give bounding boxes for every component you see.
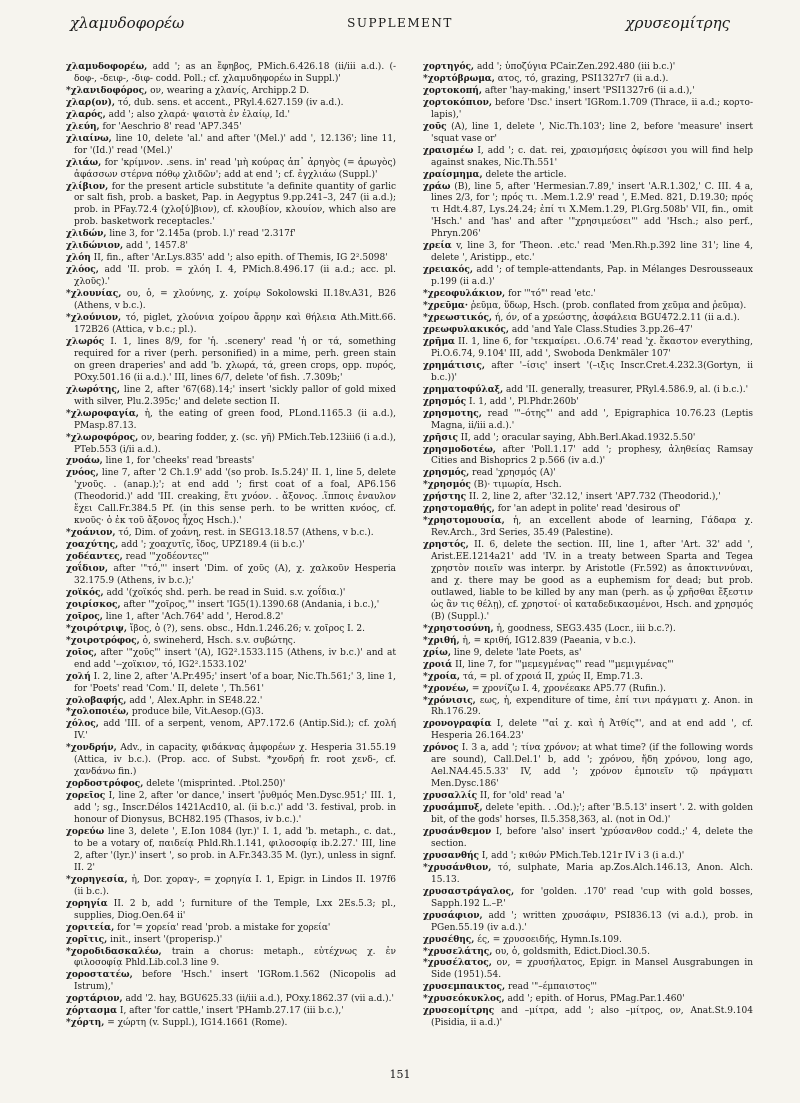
dictionary-entry [423, 947, 753, 959]
entry-text: after 'hay-making,' insert 'PSI1327r6 (ii a.d.),' [481, 85, 695, 96]
entry-headword: χρησμοδοτέω, [423, 444, 496, 455]
entry-headword: χρησμός, [423, 468, 470, 479]
entry-headword: χορεῖος [66, 791, 106, 802]
entry-headword: χρηματοφύλαξ, [423, 384, 504, 395]
entry-text: line 3, delete ', E.Ion 1084 (lyr.)' I. 1, add 'b. metaph., c. dat., to be a votary of, παιδείᾳ Phld.Rh.1.141, φιλοσοφίᾳ ib.2.27.' III, line 2, after '(lyr.)' insert ', so prob. in A.Fr.343.35 M. (lyr.), unless in signf. II. 2' [74, 827, 396, 873]
entry-headword: χλίβιον, [66, 181, 109, 192]
dictionary-entry [423, 660, 753, 672]
entry-text: = χρονίζω I. 4, χρονέεακε AP5.77 (Rufin.). [469, 683, 667, 694]
entry-text: before 'Hsch.' insert 'IGRom.1.562 (Nicopolis ad Istrum),' [74, 970, 396, 993]
dictionary-entry [66, 899, 396, 923]
entry-text: add '; ὑποζύγια PCair.Zen.292.480 (iii b.c.)' [474, 62, 676, 72]
entry-headword: χρόνος [423, 743, 459, 754]
left-column [66, 62, 396, 1030]
entry-headword: χρηστομαθής, [423, 504, 495, 515]
dictionary-entry [423, 672, 753, 684]
dictionary-entry [423, 696, 753, 720]
entry-text: I. 1, add ', Pl.Phdr.260b' [466, 396, 579, 407]
entry-headword: χλιδών, [66, 229, 107, 240]
entry-text: add 'and Yale Class.Studies 3.pp.26–47' [509, 324, 693, 335]
entry-text: I, line 2, after 'or dance,' insert 'ῥυθμός Men.Dysc.951;' III. 1, add '; sg., Inscr.Délos 1421Acd10, al. (ii b.c.)' add '3. festival, prob. in honour of Dionysus, BCH82.195 (Thasos, iv b.c.).' [74, 791, 396, 826]
entry-text: = χώρτη (v. Suppl.), IG14.1661 (Rome). [104, 1018, 288, 1029]
entry-headword: *χρυσάνθιον, [423, 862, 492, 873]
entry-text: ἡ, Dor. χοραγ-, = χορηγία I. 1, Epigr. in Lindos II. 197f6 (ii b.c.). [74, 874, 396, 897]
entry-text: ον, bearing fodder, χ. (sc. γῆ) PMich.Teb.123iii6 (i a.d.), PTeb.553 (i/ii a.d.). [74, 432, 396, 455]
dictionary-entry [66, 62, 396, 86]
dictionary-entry [423, 719, 753, 743]
dictionary-entry [66, 743, 396, 779]
dictionary-entry [423, 98, 753, 122]
dictionary-entry [66, 241, 396, 253]
entry-headword: χορτάριον, [66, 994, 123, 1005]
entry-text: II. 1, line 6, for 'τεκμαίρει. .O.6.74' read 'χ. ἕκαστον everything, Pi.O.6.74, 9.104' III, add ', Swoboda Denkmäler 107' [431, 336, 753, 359]
dictionary-entry [66, 947, 396, 971]
entry-headword: χλαρός, [66, 109, 106, 120]
dictionary-entry [66, 970, 396, 994]
entry-headword: χλιαίνω, [66, 133, 112, 144]
dictionary-entry [423, 827, 753, 851]
dictionary-entry [423, 146, 753, 170]
entry-headword: *χρεωστικός, [423, 313, 493, 324]
entry-headword: χλαρ(ον), [66, 97, 116, 108]
entry-headword: χοῦς [423, 121, 447, 132]
entry-text: add ', Alex.Aphr. in SE48.22.' [126, 695, 263, 706]
entry-headword: *χρεοφυλάκιον, [423, 289, 506, 300]
dictionary-entry [423, 74, 753, 86]
dictionary-entry [66, 935, 396, 947]
entry-text: II, line 7, for '"μεμεγμένας"' read '"μεμιγμένας"' [452, 659, 674, 670]
entry-text: I, add '; κιθών PMich.Teb.121r IV i 3 (i a.d.)' [478, 850, 685, 861]
entry-headword: χοδέαντες, [66, 552, 123, 563]
entry-text: delete 'epith. . .Od.);'; after 'B.5.13' insert '. 2. with golden bit, of the gods' horses, Il.5.358,363, al. (not in Od.)' [431, 803, 753, 826]
dictionary-entry [66, 552, 396, 564]
dictionary-entry [423, 122, 753, 146]
dictionary-entry [423, 433, 753, 445]
entry-headword: χνόος, [66, 468, 99, 479]
dictionary-entry [423, 170, 753, 182]
entry-text: for 'κρίμνον. .sens. in' read 'μὴ κούρας ἀπ᾽ ἀρηγὸς (= ἀρωγὸς) ἀφάσσων στέρνα πόθῳ χλιδῶν'; add at end '; cf. ἐγχλιάω (Suppl.)' [74, 157, 396, 180]
entry-headword: χρυσεομίτρης [423, 1006, 495, 1017]
dictionary-entry [66, 182, 396, 230]
entry-text: add ', 1457.8' [123, 241, 188, 252]
dictionary-entry [66, 1018, 396, 1030]
dictionary-entry [423, 636, 753, 648]
dictionary-entry [423, 1006, 753, 1030]
entry-text: τό, sulphate, Maria ap.Zos.Alch.146.13, Anon. Alch. 15.13. [431, 862, 753, 885]
entry-headword: χοῖος, [66, 647, 97, 658]
entry-headword: χρυσαστράγαλος, [423, 886, 515, 897]
entry-headword: χλόος, [66, 265, 99, 276]
entry-headword: *χρυσελάτης, [423, 946, 493, 957]
entry-headword: χλόη [66, 253, 91, 264]
dictionary-entry [423, 803, 753, 827]
entry-text: add '; χοαχυτῖς, ἴδος, UPZ189.4 (ii b.c.)' [118, 540, 305, 551]
entry-headword: *χονδρήν, [66, 743, 117, 754]
entry-headword: *χροία, [423, 671, 461, 682]
entry-text: add 'II. generally, treasurer, PRyl.4.586.9, al. (i b.c.).' [503, 384, 749, 395]
entry-headword: χρυσανθής [423, 850, 479, 861]
dictionary-entry [66, 158, 396, 182]
entry-text: add '(χοϊκός shd. perh. be read in Suid. s.v. χοΐδια.)' [103, 587, 346, 598]
entry-headword: χρῆσις [423, 432, 458, 443]
dictionary-entry [423, 684, 753, 696]
entry-headword: χρυσάνθεμον [423, 827, 492, 837]
dictionary-entry [423, 265, 753, 289]
entry-text: after '–ίσις' insert '(–ιξις Inscr.Cret.4.232.3(Gortyn, ii b.c.))' [431, 360, 753, 383]
entry-text: add '; epith. of Horus, PMag.Par.1.460' [504, 994, 685, 1005]
entry-text: I. 3 a, add '; τίνα χρόνον; at what time? (if the following words are sound), Call.Del.1' b, add '; χρόνου, ἤδη χρόνου, long ago, Ael.NA4.45.5.33' IV, add '; χρόνον ἐμποιεῖν τῷ πράγματι Men.Dysc.186' [431, 743, 753, 790]
entry-text: II, fin., after 'Ar.Lys.835' add '; also epith. of Themis, IG 2².5098' [90, 253, 388, 264]
dictionary-entry [423, 409, 753, 433]
entry-text: I, add '; c. dat. rei, χραισμήσεις ὀφίεσσι you will find help against snakes, Nic.Th.551' [431, 145, 753, 168]
entry-text: read '"χοδέοντες"' [122, 552, 209, 563]
entry-text: line 9, delete 'late Poets, as' [450, 647, 582, 658]
dictionary-entry [66, 528, 396, 540]
dictionary-entry [66, 433, 396, 457]
entry-text: line 10, delete 'al.' and after '(Mel.)' add ', 12.136'; line 11, for '(Id.)' read '(Mel.)' [74, 133, 396, 156]
entry-text: II, add '; oracular saying, Abh.Berl.Akad.1932.5.50' [457, 432, 696, 443]
entry-headword: χορηγία [66, 898, 108, 909]
entry-headword: *χλωροφαγία, [66, 408, 139, 419]
entry-headword: *χρηστομουσία, [423, 516, 505, 527]
dictionary-entry [423, 397, 753, 409]
entry-headword: χρονογραφία [423, 719, 492, 730]
dictionary-entry [66, 409, 396, 433]
entry-text: line 2, after '67(68).14;' insert 'sickly pallor of gold mixed with silver, Plu.2.395c;' and delete section II. [74, 384, 396, 407]
dictionary-entry [423, 86, 753, 98]
dictionary-entry [423, 504, 753, 516]
entry-text: add '2. hay, BGU625.33 (ii/iii a.d.), POxy.1862.37 (vii a.d.).' [122, 994, 394, 1005]
entry-headword: χορτηγός, [423, 62, 475, 72]
entry-text: II, for 'old' read 'a' [477, 791, 565, 802]
dictionary-entry [66, 564, 396, 588]
dictionary-entry [423, 516, 753, 540]
entry-headword: χοριτεία, [66, 922, 115, 933]
entry-text: read 'χρησμός (A)' [469, 468, 556, 479]
entry-headword: χρεωφυλακικός, [423, 324, 510, 335]
dictionary-entry [423, 851, 753, 863]
entry-headword: χοϊκός, [66, 587, 104, 598]
dictionary-entry [66, 540, 396, 552]
dictionary-entry [66, 253, 396, 265]
entry-headword: *χοροδιδασκαλέω, [66, 946, 162, 957]
entry-headword: χορδοστρόφος, [66, 779, 144, 790]
dictionary-entry [66, 624, 396, 636]
entry-text: and –μίτρα, add '; also –μίτρος, ον, Anat.St.9.104 (Pisidia, ii a.d.)' [431, 1006, 753, 1029]
entry-headword: χολή [66, 671, 91, 682]
entry-text: delete '(misprinted. .Ptol.250)' [143, 779, 286, 790]
entry-headword: χραίσμημα, [423, 169, 483, 180]
dictionary-entry [66, 636, 396, 648]
entry-text: (A), line 1, delete ', Nic.Th.103'; line 2, before 'measure' insert 'squat vase or' [431, 121, 753, 144]
entry-text: I, before 'also' insert 'χρύσανθον codd.;' 4, delete the section. [431, 827, 753, 849]
entry-text: add 'III. of a serpent, venom, AP7.172.6 (Antip.Sid.); cf. χολή IV.' [74, 719, 396, 742]
header-left-guide-word: χλαμυδοφορέω [70, 14, 185, 32]
entry-headword: χορεύω [66, 827, 105, 837]
entry-text: add 'II. prob. = χλόη I. 4, PMich.8.496.17 (ii a.d.; acc. pl. χλοῦς).' [74, 265, 396, 288]
entry-headword: χολοβαφής, [66, 695, 127, 706]
entry-headword: χορτοκοπή, [423, 85, 482, 96]
entry-headword: χλιάω, [66, 157, 102, 168]
entry-text: for the present article substitute 'a definite quantity of garlic or salt fish, prob. a basket, Pap. in Aegyptus 9.pp.241–3, 247 (ii a.d.); prob. in PFay.72.4 (χλο[ύ]βιον), cf. κλουβίον, κλουίον, which also are prob. basketwork receptacles.' [74, 181, 396, 228]
entry-text: (B), line 5, after 'Hermesian.7.89,' insert 'A.R.1.302,' C. III. 4 a, lines 2/3, for '; πρός τι. .Mem.1.2.9' read ', E.Med. 821, D.19.30; πρός τι Hdt.4.87, Lys.24.24; ἐπί τι X.Mem.1.29, Pl.Grg.508b' VII, fin., omit 'Hsch.' and 'has' and after '"χρησιμεύσει"' add 'Hsch.; also perf., Phryn.206' [431, 181, 753, 240]
dictionary-entry [423, 935, 753, 947]
header-title: SUPPLEMENT [347, 16, 453, 30]
dictionary-entry [423, 743, 753, 791]
entry-text: add '; written χρυσάφιν, PSI836.13 (vi a.d.), prob. in PGen.55.19 (iv a.d.).' [431, 910, 753, 933]
entry-text: ή, όν, of a χρεώστης, ἀσφάλεια BGU472.2.11 (ii a.d.). [492, 313, 740, 324]
entry-headword: χράω [423, 181, 451, 192]
entry-text: after '"χοῖρος,"' insert 'IG5(1).1390.68 (Andania, i b.c.),' [120, 599, 380, 610]
dictionary-entry [66, 265, 396, 289]
entry-text: I. 2, line 2, after 'A.Pr.495;' insert 'of a boar, Nic.Th.561;' 3, line 1, for 'Poets' read 'Com.' II, delete ', Th.561' [74, 671, 396, 694]
dictionary-entry [66, 588, 396, 600]
dictionary-entry [423, 301, 753, 313]
dictionary-entry [423, 540, 753, 624]
entry-headword: χρυσέθης, [423, 934, 475, 945]
entry-headword: χρήστης [423, 492, 467, 503]
dictionary-entry [423, 982, 753, 994]
entry-text: ον, = χρυσήλατος, Epigr. in Mansel Ausgrabungen in Side (1951).54. [431, 958, 753, 981]
dictionary-entry [66, 779, 396, 791]
dictionary-entry [66, 1006, 396, 1018]
dictionary-entry [66, 791, 396, 827]
dictionary-entry [66, 612, 396, 624]
entry-headword: χόλος, [66, 719, 99, 730]
entry-headword: *χλουνίας, [66, 289, 122, 300]
entry-headword: *χολοποιέω, [66, 707, 130, 718]
entry-headword: χόρτασμα [66, 1006, 118, 1017]
entry-headword: *χορτόβρωμα, [423, 73, 495, 84]
entry-headword: *χρόνισις, [423, 695, 476, 706]
entry-headword: *χρησμός [423, 480, 471, 491]
dictionary-entry [423, 313, 753, 325]
dictionary-entry [423, 241, 753, 265]
entry-headword: χρησμός [423, 396, 467, 407]
entry-text: τά, = pl. of χροιά II, χρώς II, Emp.71.3. [460, 671, 643, 682]
dictionary-entry [66, 86, 396, 98]
entry-text: delete the article. [482, 169, 567, 180]
entry-text: ου, ὁ, = χλούνης, χ. χοίρῳ Sokolowski II.18v.A31, B26 (Athens, v b.c.). [74, 289, 396, 312]
entry-text: εως, ἡ, expenditure of time, ἐπί τινι πράγματι χ. Anon. in Rh.176.29. [431, 695, 753, 718]
dictionary-entry [423, 791, 753, 803]
entry-text: train a chorus: metaph., εὐτέχνως χ. ἐν φιλοσοφίᾳ Phld.Lib.col.3 line 9. [74, 946, 396, 969]
entry-text: τό, dub. sens. et accent., PRyl.4.627.159 (iv a.d.). [115, 97, 344, 108]
dictionary-entry [66, 827, 396, 875]
dictionary-entry [423, 182, 753, 242]
dictionary-entry [66, 600, 396, 612]
entry-text: τό, Dim. of χοάνη, rest. in SEG13.18.57 (Athens, v b.c.). [115, 528, 374, 539]
entry-headword: χνοάω, [66, 456, 103, 467]
dictionary-entry [423, 958, 753, 982]
entry-text: ἡ, an excellent abode of learning, Γάδαρα χ. Rev.Arch., 3rd Series, 35.49 (Palestine). [431, 516, 753, 539]
entry-headword: χρίω, [423, 647, 451, 658]
entry-text: ἡ, goodness, SEG3.435 (Locr., iii b.c.?). [493, 623, 676, 634]
entry-headword: *χριθή, [423, 635, 460, 646]
dictionary-entry [423, 385, 753, 397]
entry-headword: χλαμυδοφορέω, [66, 62, 148, 72]
dictionary-entry [423, 62, 753, 74]
entry-headword: *χοάνιον, [66, 528, 116, 539]
entry-text: ὁ, swineherd, Hsch. s.v. συβώτης. [139, 635, 296, 646]
dictionary-entry [66, 923, 396, 935]
dictionary-entry [423, 325, 753, 337]
dictionary-entry [66, 875, 396, 899]
entry-headword: χοιρίσκος, [66, 599, 121, 610]
entry-headword: *χλωροφόρος, [66, 432, 139, 443]
dictionary-entry [66, 337, 396, 385]
entry-text: add '; also χλαρά· ψαιστὰ ἐν ἐλαίῳ, Id.' [105, 109, 290, 120]
dictionary-entry [66, 110, 396, 122]
entry-text: Adv., in capacity, φιδάκνας ἀμφορέων χ. Hesperia 31.55.19 (Attica, iv b.c.). (Prop. acc. of Subst. *χονδρή fr. root χενδ-, cf. χανδάνω fin.) [74, 743, 396, 778]
entry-headword: χλεύη, [66, 121, 100, 132]
entry-headword: χοΐδιον, [66, 564, 109, 575]
entry-headword: *χοιρότριψ, [66, 623, 127, 634]
entry-headword: χορτοκόπιον, [423, 97, 493, 108]
entry-text: II. 6, delete the section. III, line 1, after 'Art. 32' add ', Arist.EE.1214a21' add 'IV. in a treaty between Sparta and Tegea χρηστὸν ποιεῖν was interpr. by Aristotle (Fr.592) as ἀποκτιννύναι, and χ. there may be good as a euphemism for dead; but prob. outlawed, liable to be killed by any man (perh. as ᾧ χρῆσθαι ἔξεστιν ὡς ἂν τις θέλῃ), cf. χρηστοί· οἱ καταδεδικασμένοι, Hsch. and χρησμός (B) (Suppl.).' [431, 540, 753, 622]
entry-text: v, line 3, for 'Theon. .etc.' read 'Men.Rh.p.392 line 31'; line 4, delete ', Aristipp., etc.' [431, 241, 753, 264]
dictionary-entry [423, 480, 753, 492]
dictionary-entry [423, 911, 753, 935]
dictionary-entry [66, 719, 396, 743]
dictionary-entry [66, 456, 396, 468]
entry-headword: χοῖρος, [66, 611, 103, 622]
entry-text: read '"–έμπαιστος"' [505, 982, 597, 993]
entry-text: II. 2 b, add '; furniture of the Temple, Lxx 2Es.5.3; pl., supplies, Diog.Oen.64 ii' [74, 898, 396, 921]
entry-headword: χλωρότης, [66, 384, 120, 395]
entry-text: init., insert '(properisp.)' [107, 934, 223, 945]
entry-headword: χρῆμα [423, 336, 455, 347]
entry-headword: χρημάτισις, [423, 360, 485, 371]
entry-headword: *χρυσεόκυκλος, [423, 994, 505, 1005]
dictionary-entry [66, 98, 396, 110]
dictionary-entry [66, 648, 396, 672]
dictionary-entry [66, 672, 396, 696]
entry-text: add '; of temple-attendants, Pap. in Mélanges Desrousseaux p.199 (ii a.d.)' [431, 265, 753, 288]
dictionary-entry [66, 122, 396, 134]
dictionary-entry [423, 887, 753, 911]
dictionary-entry [423, 492, 753, 504]
entry-headword: χροιά [423, 659, 453, 670]
dictionary-entry [423, 289, 753, 301]
entry-headword: *χρονέω, [423, 683, 470, 694]
entry-text: line 1, after 'Ach.764' add ', Herod.8.2' [102, 611, 284, 622]
entry-text: add '; as an ἔφηβος, PMich.6.426.18 (ii/iii a.d.). (-δοφ-, -δειφ-, -διφ- codd. Poll.; cf. χλαμυδηφορέω in Suppl.)' [74, 62, 396, 84]
entry-text: after '"τό,"' insert 'Dim. of χοῦς (A), χ. χαλκοῦν Hesperia 32.175.9 (Athens, iv b.c.);' [74, 564, 396, 586]
entry-text: ἡ, the eating of green food, PLond.1165.3 (ii a.d.), PMasp.87.13. [74, 408, 396, 431]
entry-headword: *χοιροτρόφος, [66, 635, 140, 646]
dictionary-entry [423, 361, 753, 385]
entry-text: after 'Poll.1.17' add '; prophesy, ἀληθείας Ramsay Cities and Bishoprics 2 p.566 (iv a.d.)' [431, 444, 753, 467]
dictionary-entry [66, 696, 396, 708]
entry-headword: *χρεῦμα· [423, 301, 468, 312]
entry-headword: χλωρός [66, 336, 105, 347]
entry-text: I, after 'for cattle,' insert 'PHamb.27.17 (iii b.c.),' [117, 1006, 344, 1017]
entry-headword: χραισμέω [423, 145, 474, 156]
entry-text: read '"–ότης"' and add ', Epigraphica 10.76.23 (Leptis Magna, ii/iii a.d.).' [431, 408, 753, 431]
entry-headword: χοροστατέω, [66, 970, 133, 981]
entry-headword: χρυσαλλίς [423, 791, 478, 802]
entry-headword: χρεία [423, 241, 452, 252]
entry-headword: χρησμοτης, [423, 408, 482, 419]
entry-text: II. 2, line 2, after '32.12,' insert 'AP7.732 (Theodorid.),' [466, 492, 721, 503]
entry-text: ον, wearing a χλανίς, Archipp.2 D. [147, 85, 310, 96]
entry-text: ές, = χρυσοειδής, Hymn.Is.109. [474, 934, 622, 945]
entry-text: for '"τό"' read 'etc.' [505, 289, 596, 300]
entry-headword: χορῖτις, [66, 934, 108, 945]
entry-text: after '"χοῦς"' insert '(A), IG2².1533.115 (Athens, iv b.c.)' and at end add '--χοϊκιον, τό, IG2².1533.102' [74, 647, 396, 670]
dictionary-entry [423, 624, 753, 636]
entry-text: before 'Dsc.' insert 'IGRom.1.709 (Thrace, ii a.d.; κορτο- lapis),' [431, 97, 753, 120]
dictionary-entry [423, 863, 753, 887]
entry-headword: *χλούνιον, [66, 313, 122, 324]
entry-text: line 7, after '2 Ch.1.9' add '(so prob. Is.5.24)' II. 1, line 5, delete 'χνοῦς. . (anap.);'; at end add '; first coat of a foal, AP6.156 (Theodorid.)' add 'III. creaking, ἔτι χνόον. . ἄξονος. .ἵπποις ἐναυλον ἔχει Call.Fr.384.5 Pf. (in this sense perh. to be written κνόος, cf. κνοῦς· ὁ ἐκ τοῦ ἄξονος ἦχος Hsch.).' [74, 468, 396, 527]
entry-headword: *χορηγεσία, [66, 874, 128, 885]
dictionary-entry [66, 313, 396, 337]
entry-headword: *χρυσέλατος, [423, 958, 492, 969]
entry-headword: *χλανιδοφόρος, [66, 85, 148, 96]
entry-headword: χρυσάμπυξ, [423, 803, 483, 814]
entry-text: produce bile, Vit.Aesop.(G)3. [129, 707, 264, 718]
page-number: 151 [389, 1068, 411, 1081]
entry-text: ου, ὁ, goldsmith, Edict.Diocl.30.5. [492, 946, 650, 957]
entry-text: for '= χορεία' read 'prob. a mistake for χορεία' [114, 922, 331, 933]
entry-text: ἴβος, ὁ (?), sens. obsc., Hdn.1.246.26; v. χοῖρος I. 2. [126, 623, 365, 634]
entry-text: I, delete '"αἱ χ. καὶ ἡ Ἀτθίς"', and at end add ', cf. Hesperia 26.164.23' [431, 719, 753, 742]
entry-text: ατος, τό, grazing, PSI1327r7 (ii a.d.). [494, 73, 669, 84]
entry-text: line 1, for 'cheeks' read 'breasts' [102, 456, 255, 467]
dictionary-entry [423, 468, 753, 480]
entry-headword: χλιδώνιον, [66, 241, 124, 252]
dictionary-entry [423, 337, 753, 361]
entry-headword: χρηστός, [423, 540, 469, 551]
right-column [423, 62, 753, 1030]
header-right-guide-word: χρυσεομίτρης [625, 14, 730, 32]
dictionary-entry [66, 994, 396, 1006]
dictionary-entry [66, 468, 396, 528]
entry-headword: χρειακός, [423, 265, 474, 276]
dictionary-entry [423, 994, 753, 1006]
dictionary-entry [423, 445, 753, 469]
dictionary-entry [66, 289, 396, 313]
dictionary-entry [66, 229, 396, 241]
entry-text: ῥεῦμα, ὕδωρ, Hsch. (prob. conflated from χεῦμα and ῥεῦμα). [467, 301, 747, 312]
dictionary-entry [66, 707, 396, 719]
entry-text: ἡ, = κριθή, IG12.839 (Paeania, v b.c.). [459, 635, 636, 646]
dictionary-entry [66, 134, 396, 158]
dictionary-entry [423, 648, 753, 660]
entry-text: for 'an adept in polite' read 'desirous of' [494, 504, 681, 515]
entry-text: for 'Aeschrio 8' read 'AP7.345' [99, 121, 242, 132]
entry-text: line 3, for '2.145a (prob. l.)' read '2.317f' [106, 229, 296, 240]
entry-text: for 'golden. .170' read 'cup with gold bosses, Sapph.192 L.–P.' [431, 886, 753, 909]
entry-headword: *χόρτη, [66, 1018, 105, 1029]
entry-headword: χρυσεμπαικτος, [423, 982, 506, 993]
entry-text: (B)· τιμωρία, Hsch. [470, 480, 562, 491]
entry-headword: χοαχύτης, [66, 540, 119, 551]
dictionary-entry [66, 385, 396, 409]
page-header [0, 0, 800, 46]
entry-text: I. 1, lines 8/9, for 'ἡ. .scenery' read 'ἡ or τά, something required for a river (perh. personified) in a mime, perh. green stain on green draperies' and add 'b. χλωρά, τά, green crops, opp. πυρός, POxy.501.16 (ii a.d.).' III, lines 6/7, delete 'of fish. .7.309b;' [74, 336, 396, 383]
entry-headword: χρυσάφιον, [423, 910, 483, 921]
entry-text: τό, piglet, χλούνια χοίρου ἄρρην καὶ θήλεια Ath.Mitt.66. 172B26 (Attica, v b.c.; pl.). [74, 313, 396, 335]
entry-headword: *χρηστοσύνη, [423, 623, 494, 634]
